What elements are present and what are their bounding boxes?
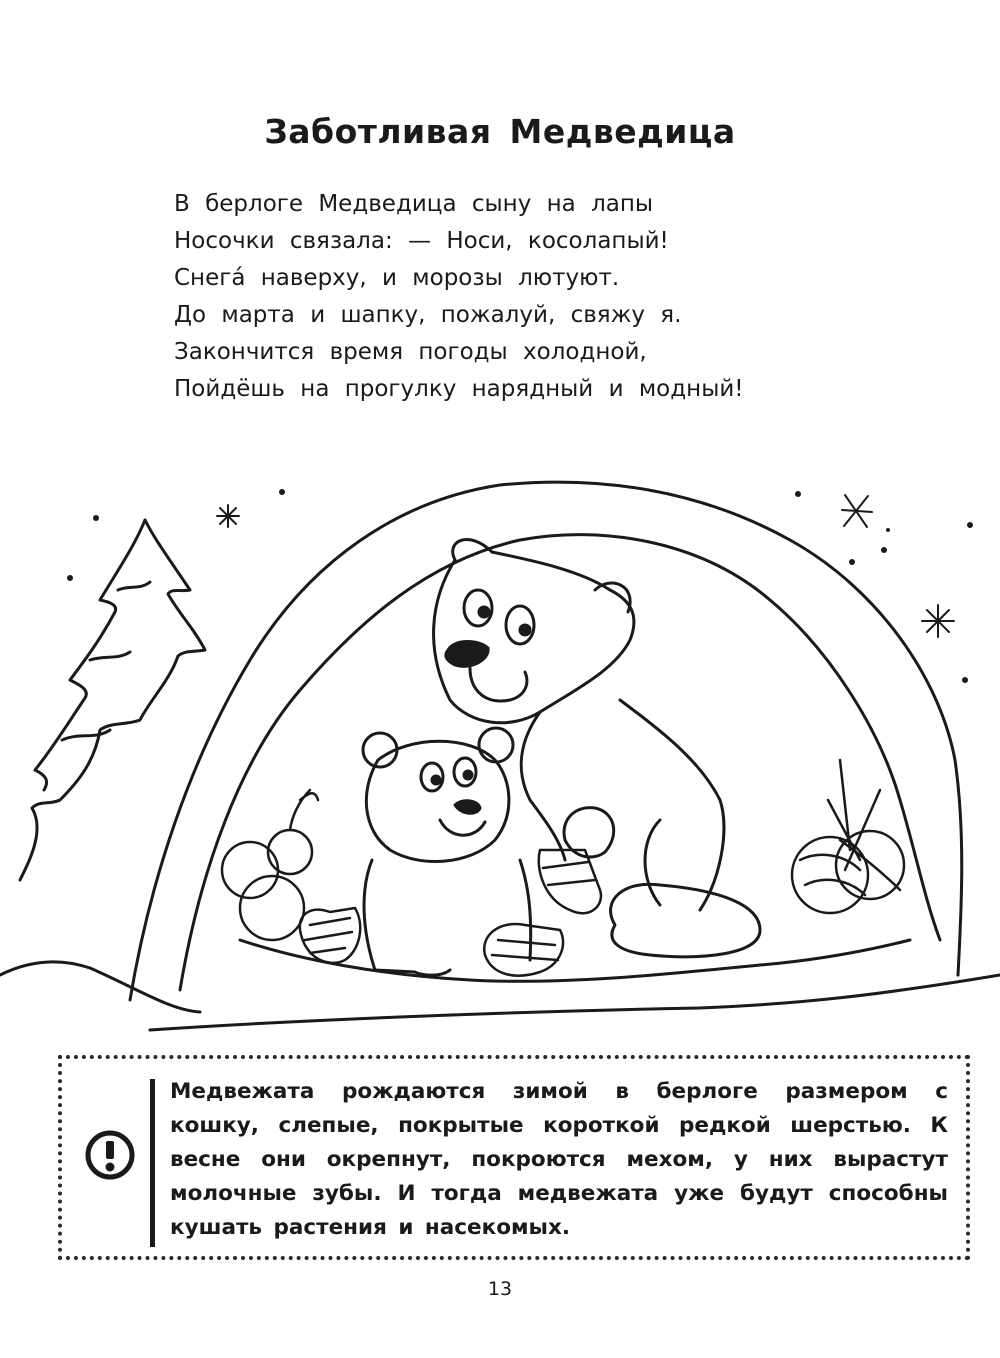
mother-bear — [434, 540, 760, 957]
yarn-ball-icon — [792, 760, 904, 913]
snow-dots — [67, 489, 973, 683]
poem-line: Носочки связала: — Носи, косолапый! — [174, 228, 669, 254]
apple-icon — [222, 790, 318, 940]
poem-line: До марта и шапку, пожалуй, свяжу я. — [174, 302, 682, 328]
exclamation-icon — [84, 1129, 136, 1181]
sock-icon — [300, 850, 601, 976]
poem-line: Снега́ наверху, и морозы лютуют. — [174, 265, 620, 291]
den-entrance — [180, 535, 940, 990]
poem-line: Пойдёшь на прогулку нарядный и модный! — [174, 376, 744, 402]
fact-divider — [150, 1079, 155, 1247]
poem — [174, 186, 874, 408]
bear-cub — [363, 728, 531, 975]
coloring-illustration — [0, 470, 1000, 1040]
page-number: 13 — [487, 1278, 513, 1300]
fir-tree-icon — [20, 520, 205, 880]
page-title: Заботливая Медведица — [264, 112, 736, 151]
fact-text: Медвежата рождаются зимой в берлоге размером с кошку, слепые, покрытые короткой редкой шерстью. К весне они окрепнут, покроются мехом, у них вырастут молочные зубы. И тогда медвежата уже будут способны кушать растения и насекомых. — [170, 1079, 948, 1240]
den-mound — [130, 482, 962, 1000]
fact-box — [58, 1055, 970, 1260]
poem-line: Закончится время погоды холодной, — [174, 339, 647, 365]
poem-line: В берлоге Медведица сыну на лапы — [174, 191, 654, 217]
